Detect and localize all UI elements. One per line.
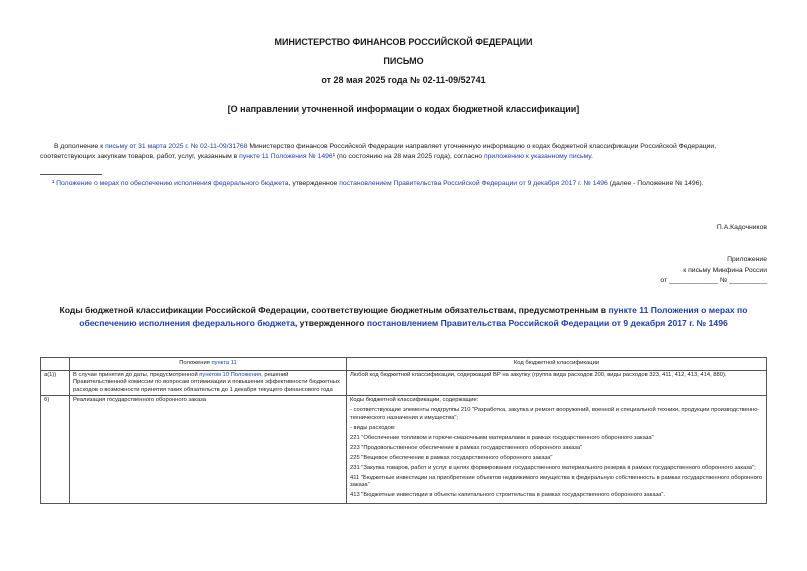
subject-heading: [О направлении уточненной информации о кодах бюджетной классификации] xyxy=(227,104,580,114)
row2-provision: Реализация государственного оборонного заказа xyxy=(70,396,347,504)
appendix-link[interactable]: приложению к указанному письму xyxy=(483,153,592,160)
regulation-link[interactable]: Положение о мерах по обеспечению исполнения федерального бюджета xyxy=(56,180,289,187)
table-row xyxy=(41,396,767,504)
appendix-line-2: к письму Минфина России xyxy=(683,266,767,274)
intro-paragraph xyxy=(40,142,767,162)
doc-type-heading: ПИСЬМО xyxy=(383,56,424,66)
row2-code-line: 223 "Продовольственное обеспечение в рамках государственного оборонного заказа" xyxy=(350,444,583,451)
letter-link[interactable]: письму от 31 марта 2025 г. № 02-11-09/31768 xyxy=(105,143,248,150)
table-header-provisions xyxy=(70,358,347,371)
footnote-divider xyxy=(40,174,102,175)
row2-code-line: 221 "Обеспечение топливом и горюче-смазочными материалами в рамках государственного оборонного заказа" xyxy=(350,434,654,441)
row2-code xyxy=(347,396,767,504)
table-header-num xyxy=(41,358,70,371)
row2-code-line: 413 "Бюджетные инвестиции в объекты капитального строительства в рамках государственного оборонного заказа". xyxy=(350,492,666,499)
header-provisions-text: Положения xyxy=(179,360,212,366)
appendix-block xyxy=(660,255,767,287)
codes-title-text-1: Коды бюджетной классификации Российской Федерации, соответствующие бюджетным обязательствам, предусмотренным в xyxy=(59,305,609,315)
intro-text-2: Министерство финансов Российской Федерации направляет уточненную информацию о кодах бюджетной классификации Российской Федерации, соответствующих закупкам товаров, работ, услуг, указанным в xyxy=(40,143,717,160)
intro-text-1: В дополнение к xyxy=(54,143,106,150)
date-number-heading: от 28 мая 2025 года № 02-11-09/52741 xyxy=(321,75,486,85)
row1-code: Любой код бюджетной классификации, содержащий ВР на закупку (группа вида расходов 200, виды расходов 323, 411, 412, 413, 414, 880). xyxy=(347,370,767,396)
appendix-line-3: от _____________ № __________ xyxy=(660,277,767,284)
row2-code-line: - соответствующие элементы подгруппы 210 "Разработка, закупка и ремонт вооружений, военной и специальной техники, продукции производственно-технического назначения и имущества"; xyxy=(350,407,760,421)
intro-text-3: ¹ (по состоянию на 28 мая 2025 года), согласно xyxy=(332,153,484,160)
row1-provision xyxy=(70,370,347,396)
point-link[interactable]: пункте 11 Положения № 1496 xyxy=(239,153,333,160)
decree-link[interactable]: постановлением Правительства Российской Федерации от 9 декабря 2017 г. № 1496 xyxy=(339,180,608,187)
row2-code-line: Коды бюджетной классификации, содержащие: xyxy=(350,397,479,404)
intro-text-4: . xyxy=(591,153,593,160)
footnote-text-1: , утвержденное xyxy=(288,180,340,187)
row1-num: а(1)) xyxy=(41,370,70,396)
codes-title xyxy=(40,304,767,330)
footnote-text-2: (далее - Положение № 1496). xyxy=(607,180,704,187)
row2-code-line: 231 "Закупка товаров, работ и услуг в целях формирования государственного материального резерва в рамках государственного оборонного заказа"; xyxy=(350,464,756,471)
header-point-link[interactable]: пункта 11 xyxy=(211,360,237,366)
codes-title-text-2: , утвержденного xyxy=(294,318,367,328)
codes-title-link-2[interactable]: постановлением Правительства Российской Федерации от 9 декабря 2017 г. № 1496 xyxy=(366,318,728,328)
codes-title-link-1[interactable]: пункте 11 Положения о мерах по обеспечению исполнения федерального бюджета xyxy=(79,305,748,328)
footnote-mark: ¹ xyxy=(52,180,57,187)
signature: П.А.Кадочников xyxy=(716,224,767,231)
table-header-code: Код бюджетной классификации xyxy=(347,358,767,371)
row2-num: б) xyxy=(41,396,70,504)
row1-text-2: , решений Правительственной комиссии по вопросам оптимизации и повышения эффективности бюджетных расходов о возможности принятия таких обязательств до 1 декабря текущего финансового года xyxy=(73,371,340,393)
row2-code-line: - виды расходов: xyxy=(350,424,396,431)
row1-point-link[interactable]: пунктом 10 Положения xyxy=(199,371,262,378)
row2-code-line: 225 "Вещевое обеспечение в рамках государственного оборонного заказа" xyxy=(350,454,553,461)
footnote xyxy=(52,179,767,189)
table-header-row xyxy=(41,358,767,371)
row1-text-1: В случае принятия до даты, предусмотренной xyxy=(73,371,200,378)
row2-code-line: 411 "Бюджетные инвестиции на приобретение объектов недвижимого имущества в федеральную собственность в рамках государственного оборонного заказа" xyxy=(350,474,763,489)
codes-table xyxy=(40,357,767,504)
table-row xyxy=(41,370,767,396)
appendix-line-1: Приложение xyxy=(727,256,767,263)
ministry-heading: МИНИСТЕРСТВО ФИНАНСОВ РОССИЙСКОЙ ФЕДЕРАЦИИ xyxy=(274,37,533,47)
